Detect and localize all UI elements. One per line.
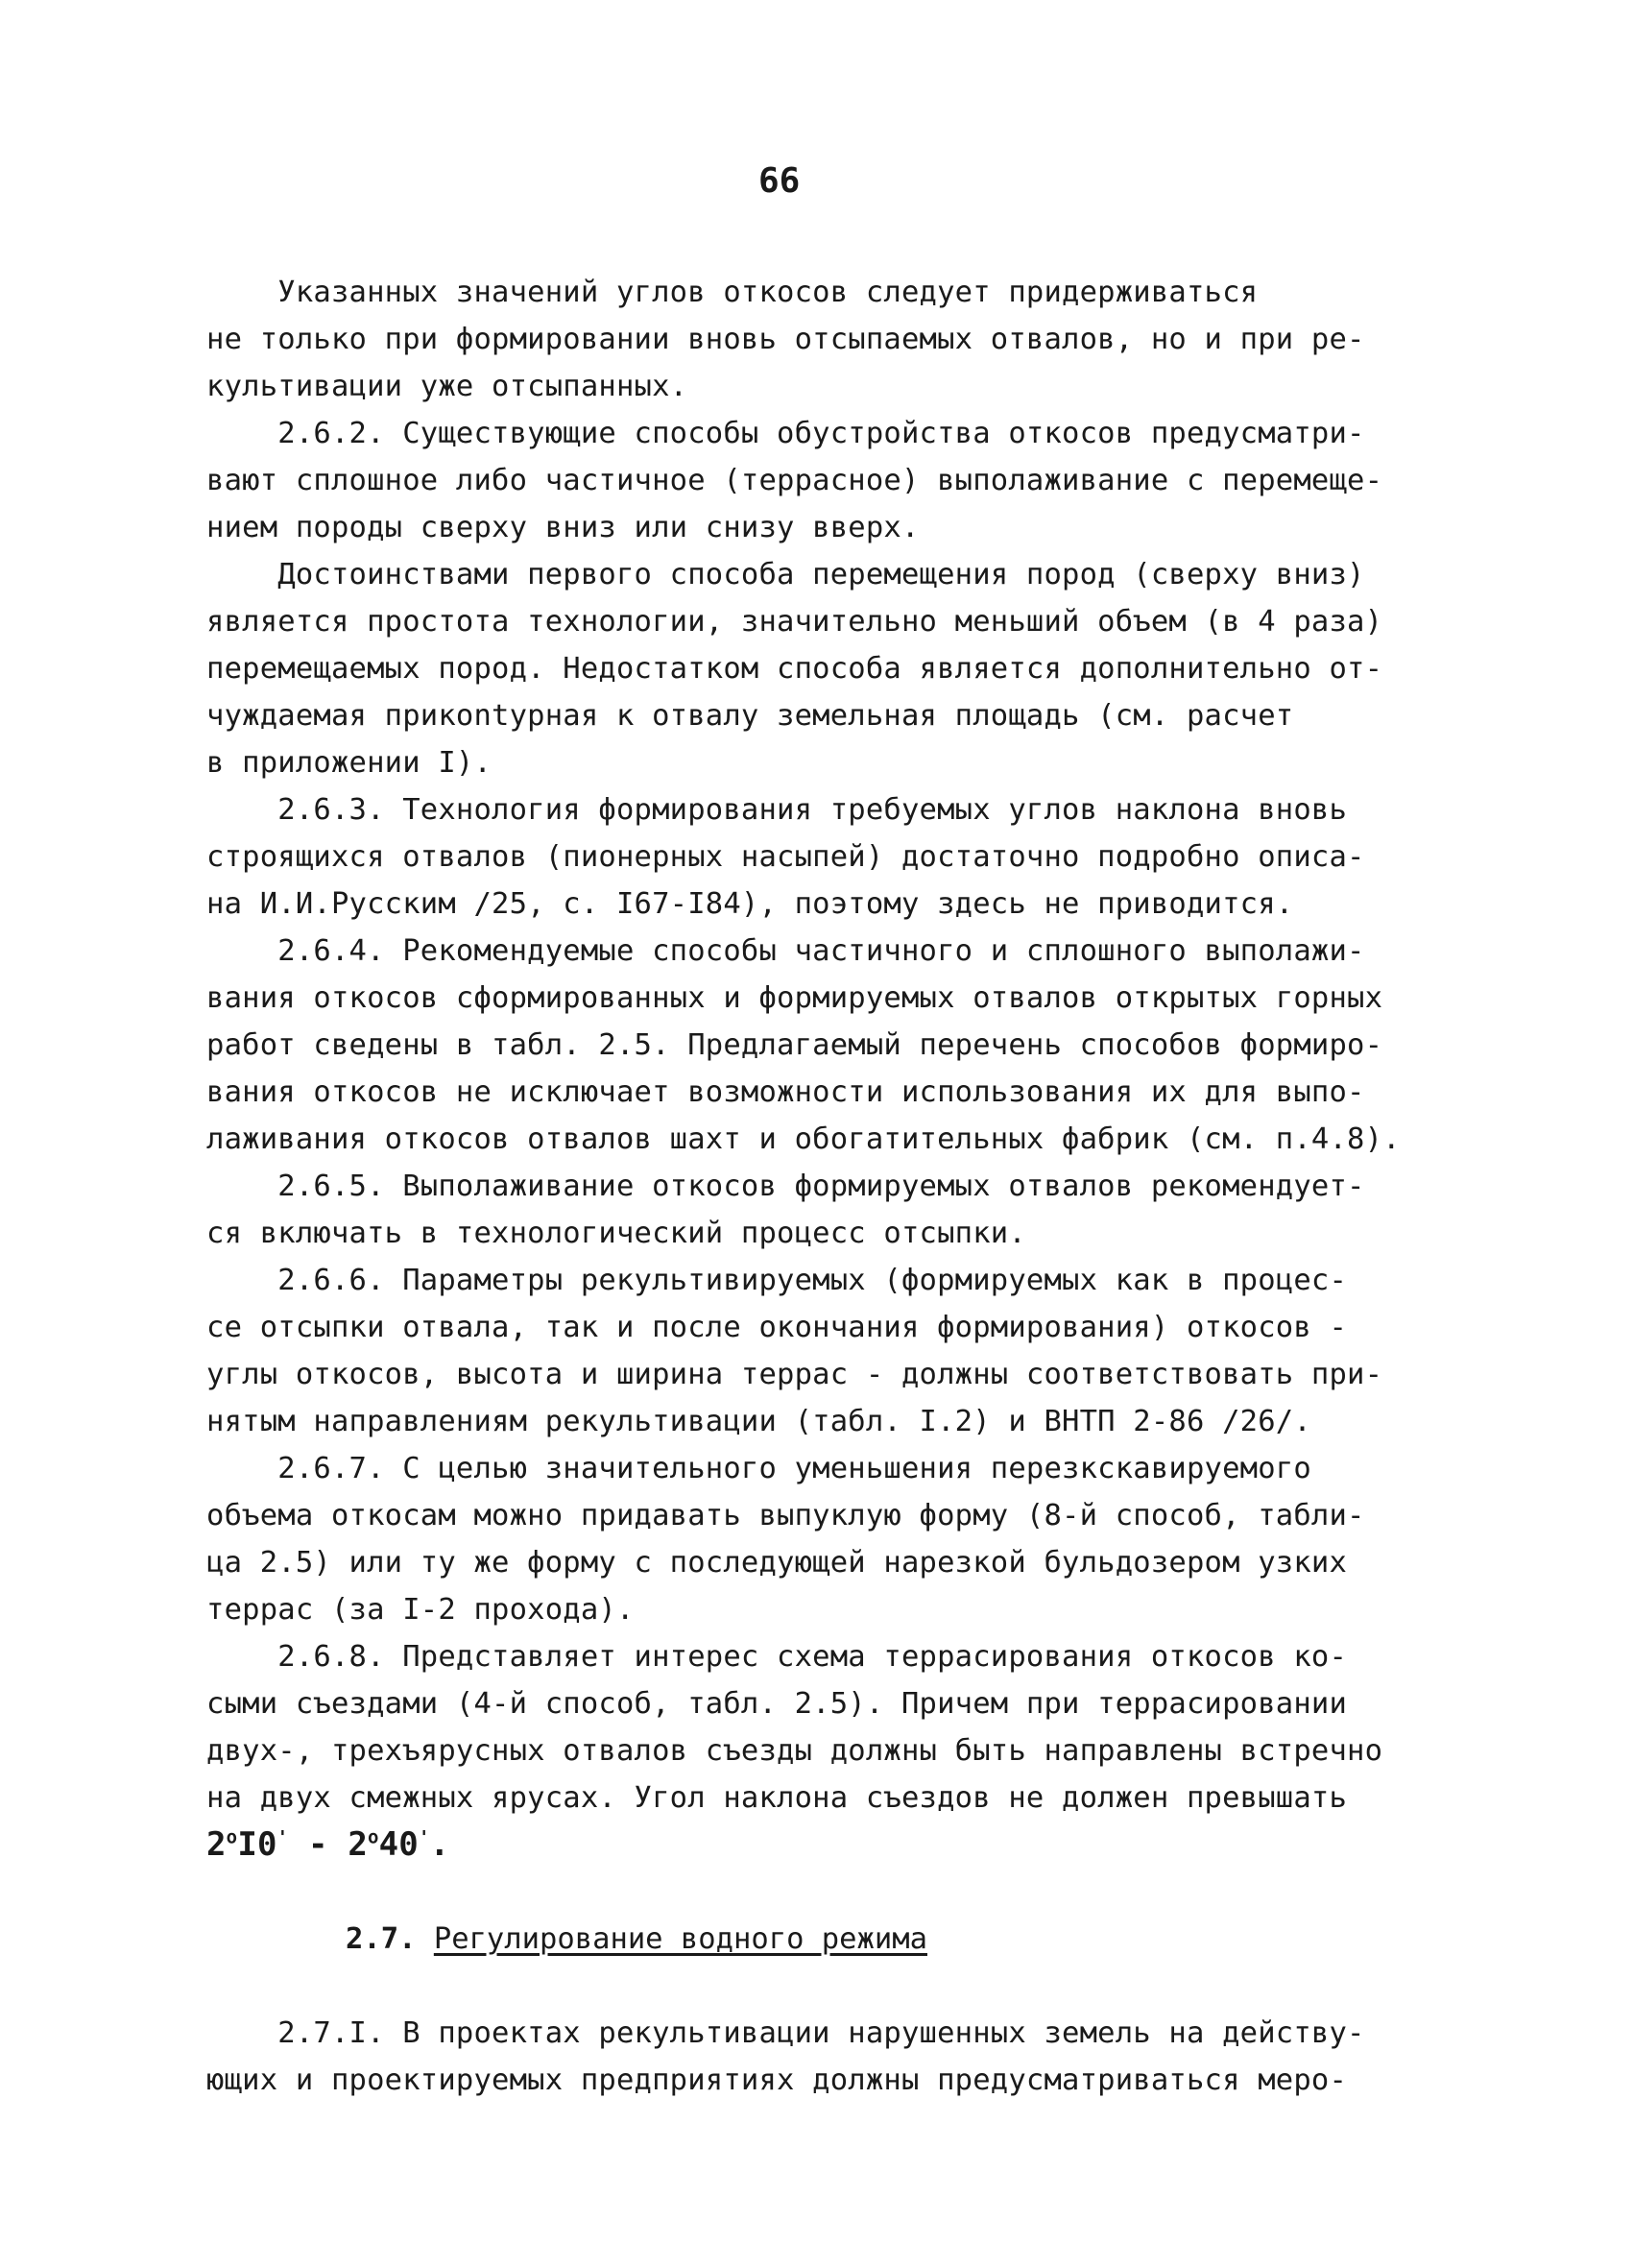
text-line: является простота технологии, значительно меньший объем (в 4 раза) — [206, 605, 1383, 639]
section-heading — [206, 1916, 1445, 1963]
text-line: двух-, трехъярусных отвалов съезды должны быть направлены встречно — [206, 1734, 1383, 1768]
text-line: сыми съездами (4-й способ, табл. 2.5). Причем при террасировании — [206, 1687, 1348, 1721]
text-line: нятым направлениям рекультивации (табл. I.2) и ВНТП 2-86 /26/. — [206, 1405, 1311, 1438]
text-line: работ сведены в табл. 2.5. Предлагаемый перечень способов формиро- — [206, 1028, 1383, 1062]
formula-deg-a: 2 — [206, 1825, 227, 1864]
spacer — [206, 1963, 1445, 2010]
formula-min-b: 40 — [378, 1825, 419, 1864]
text-line: объема откосам можно придавать выпуклую форму (8-й способ, табли- — [206, 1499, 1365, 1532]
page-number: 66 — [758, 161, 801, 201]
text-line: 2.7.I. В проектах рекультивации нарушенных земель на действу- — [206, 2016, 1365, 2050]
text-line: Достоинствами первого способа перемещения пород (сверху вниз) — [206, 558, 1365, 591]
text-line: 2.6.3. Технология формирования требуемых углов наклона вновь — [206, 793, 1348, 827]
text-line: чуждаемая прикontурная к отвалу земельная площадь (см. расчет — [206, 699, 1294, 733]
text-line: культивации уже отсыпанных. — [206, 370, 688, 403]
text-line: Указанных значений углов откосов следует придерживаться — [206, 276, 1259, 309]
formula-separator: - — [288, 1825, 348, 1864]
text-line: 2.6.6. Параметры рекультивируемых (формируемых как в процес- — [206, 1264, 1348, 1297]
text-line: не только при формировании вновь отсыпаемых отвалов, но и при ре- — [206, 323, 1365, 356]
body-text — [206, 269, 1445, 2104]
section-title: Регулирование водного режима — [433, 1922, 927, 1956]
section-number: 2.7. — [346, 1922, 417, 1956]
text-line: вания откосов не исключает возможности использования их для выпо- — [206, 1075, 1365, 1109]
text-line: террас (за I-2 прохода). — [206, 1593, 635, 1627]
text-line: вания откосов сформированных и формируемых отвалов открытых горных — [206, 981, 1383, 1015]
text-line: се отсыпки отвала, так и после окончания формирования) откосов - — [206, 1311, 1348, 1344]
text-line: 2.6.5. Выполаживание откосов формируемых отвалов рекомендует- — [206, 1170, 1365, 1203]
text-line: вают сплошное либо частичное (террасное) выполаживание с перемеще- — [206, 464, 1383, 497]
formula-end: . — [429, 1825, 450, 1864]
text-line: 2.6.4. Рекомендуемые способы частичного и сплошного выполажи- — [206, 934, 1365, 968]
text-line: строящихся отвалов (пионерных насыпей) достаточно подробно описа- — [206, 840, 1365, 874]
spacer — [206, 1869, 1445, 1916]
text-line: 2.6.8. Представляет интерес схема террасирования откосов ко- — [206, 1640, 1348, 1674]
text-line: ца 2.5) или ту же форму с последующей нарезкой бульдозером узких — [206, 1546, 1348, 1580]
text-line: ся включать в технологический процесс отсыпки. — [206, 1217, 1026, 1250]
text-line: перемещаемых пород. Недостатком способа является дополнительно от- — [206, 652, 1383, 686]
text-line: на двух смежных ярусах. Угол наклона съездов не должен превышать — [206, 1781, 1348, 1815]
angle-formula: 2$^o$I0' - 2$^o$40'. — [206, 1825, 450, 1864]
text-line: 2.6.2. Существующие способы обустройства откосов предусматри- — [206, 417, 1365, 450]
formula-deg-b: 2 — [348, 1825, 368, 1864]
text-line: ющих и проектируемых предприятиях должны предусматриваться меро- — [206, 2063, 1348, 2097]
text-line: лаживания откосов отвалов шахт и обогатительных фабрик (см. п.4.8). — [206, 1122, 1401, 1156]
text-line: нием породы сверху вниз или снизу вверх. — [206, 511, 920, 544]
text-line: в приложении I). — [206, 746, 492, 780]
text-line: 2.6.7. С целью значительного уменьшения перезкскавируемого — [206, 1452, 1311, 1485]
text-line: на И.И.Русским /25, с. I67-I84), поэтому здесь не приводится. — [206, 887, 1294, 921]
formula-min-a: I0 — [237, 1825, 277, 1864]
text-line: углы откосов, высота и ширина террас - должны соответствовать при- — [206, 1358, 1383, 1391]
